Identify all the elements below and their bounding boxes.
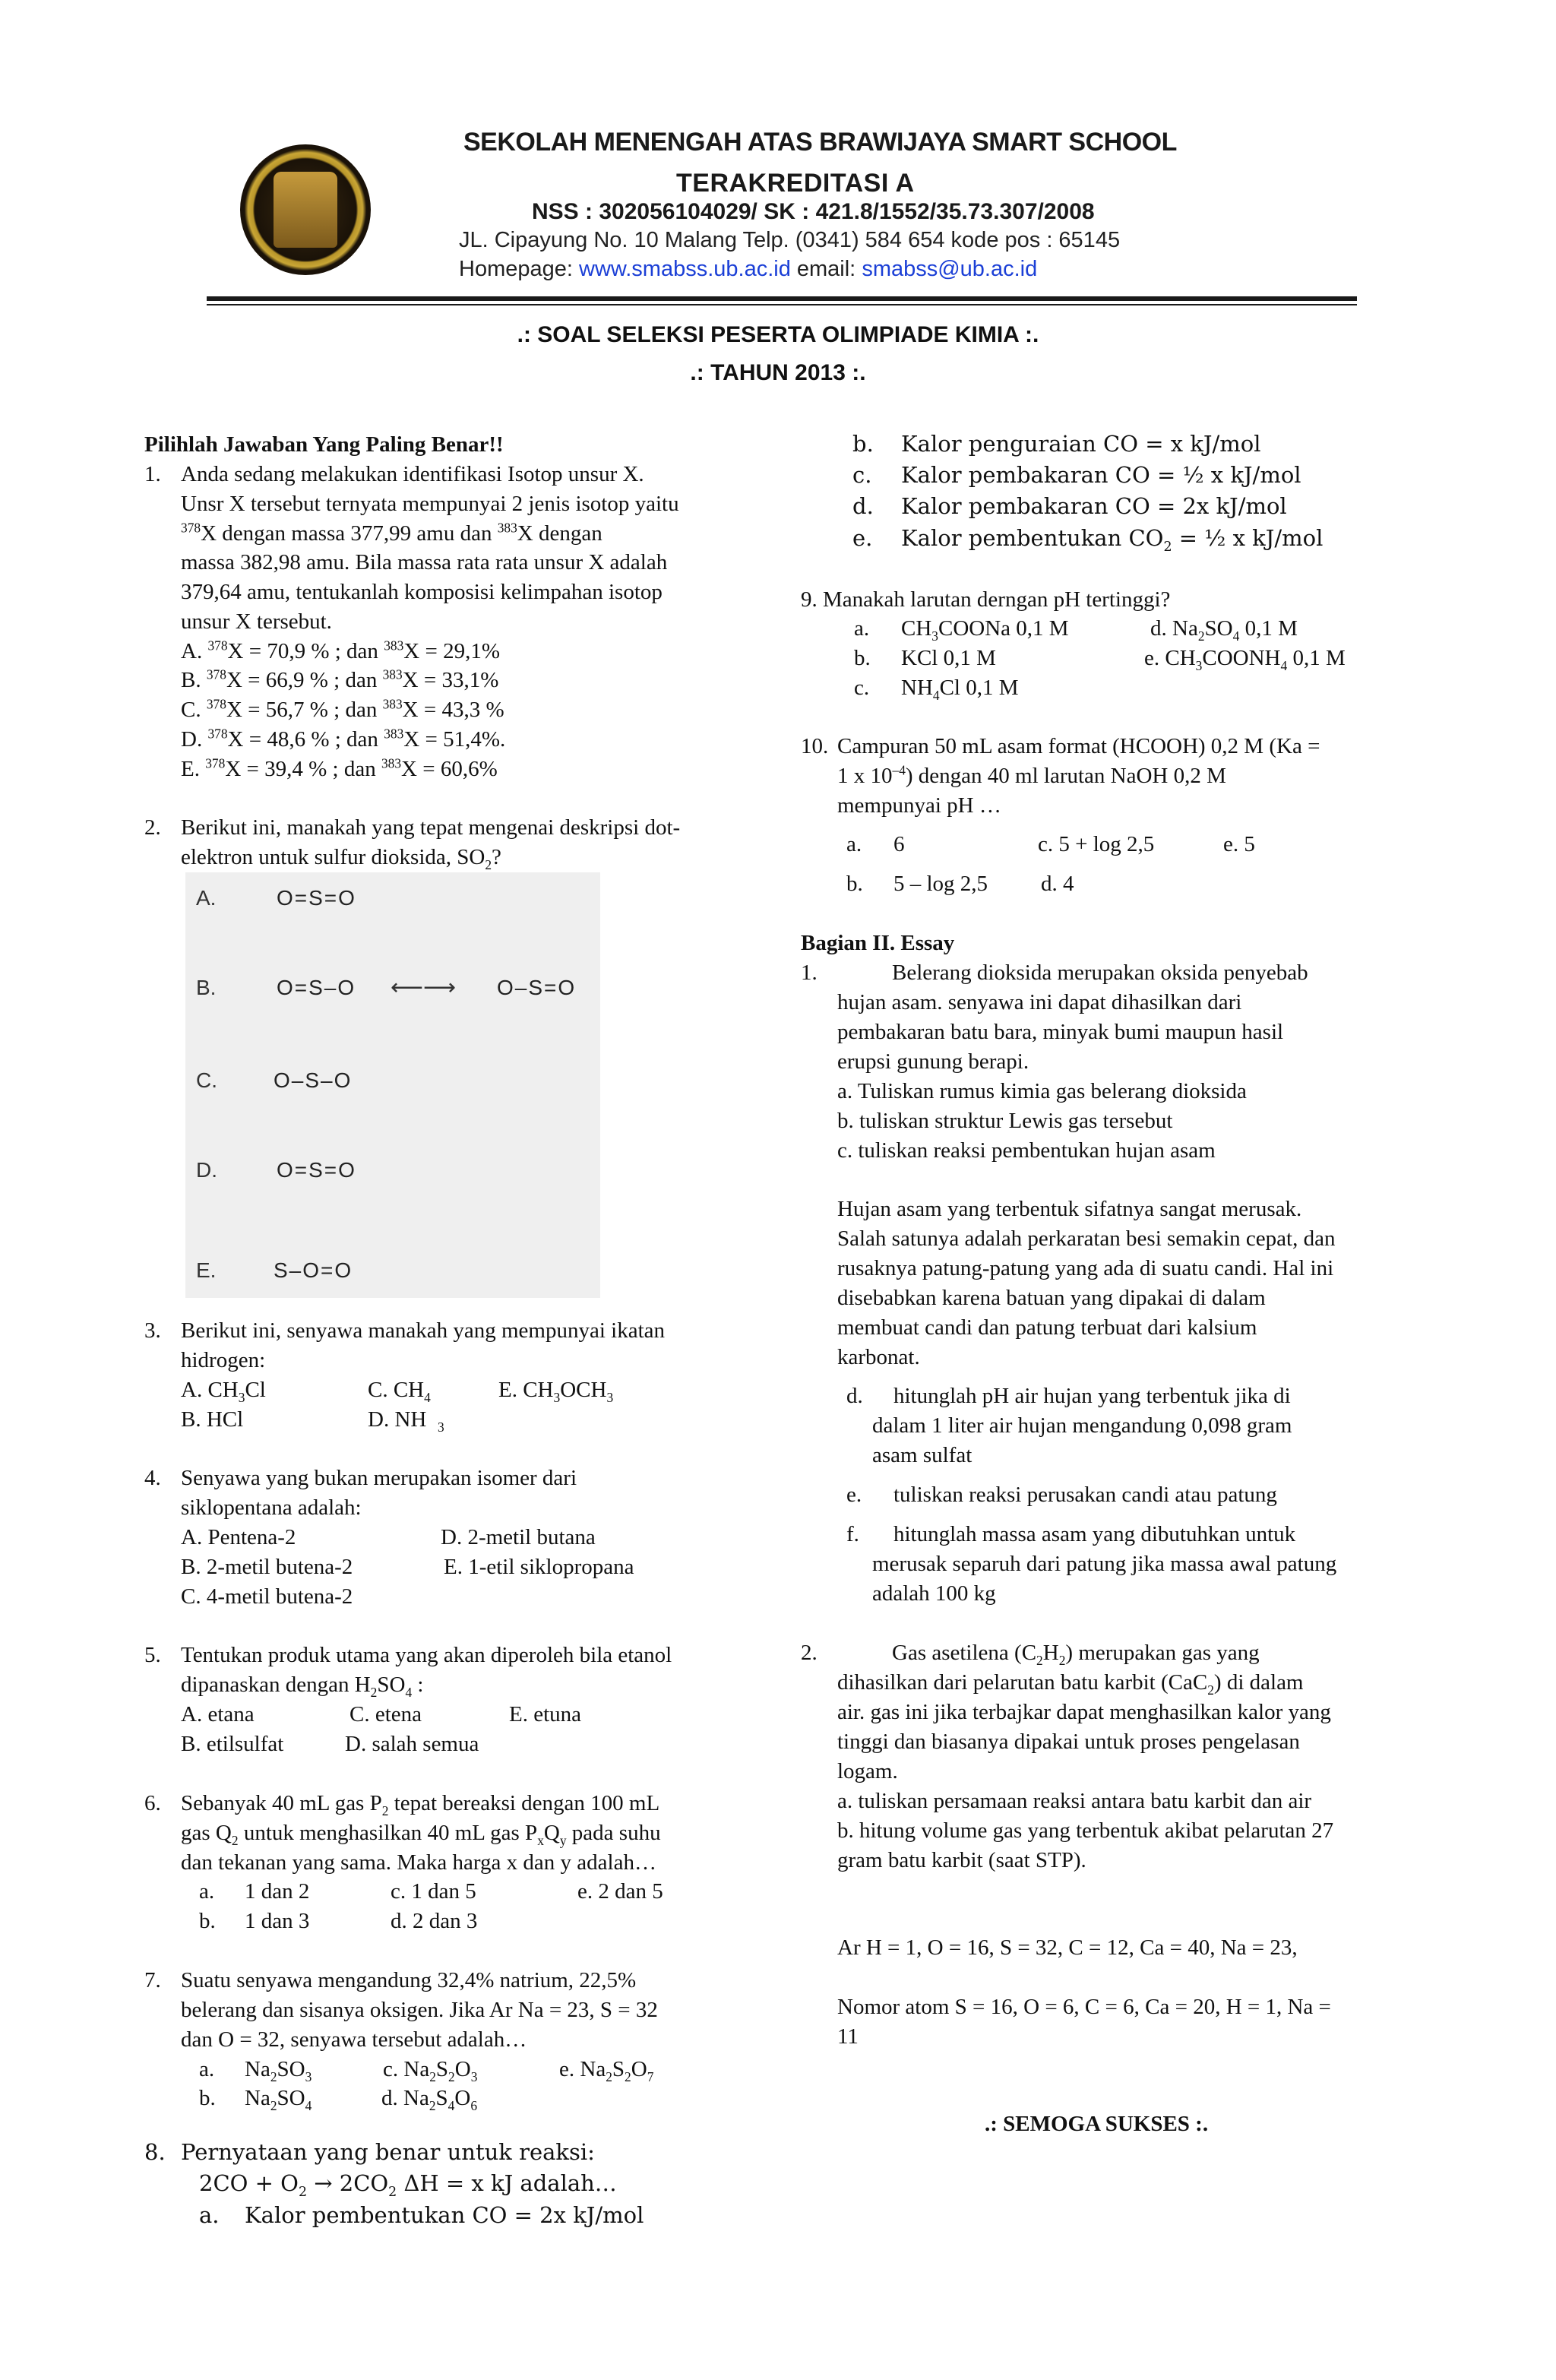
address-line: JL. Cipayung No. 10 Malang Telp. (0341) 584 654 kode pos : 65145	[459, 228, 1121, 252]
nss-line: NSS : 302056104029/ SK : 421.8/1552/35.73.307/2008	[532, 199, 1095, 224]
essay-1-line: erupsi gunung berapi.	[837, 1049, 1029, 1074]
left-text-line: dan tekanan yang sama. Maka harga x dan y adalah…	[181, 1850, 656, 1875]
q8-option-c[interactable]: Kalor pembakaran CO = ½ x kJ/mol	[901, 462, 1301, 488]
left-text-line: siklopentana adalah:	[181, 1495, 362, 1520]
q8-option-d-label: d.	[852, 493, 874, 519]
essay-1-task-f: hitunglah massa asam yang dibutuhkan untuk	[893, 1522, 1296, 1546]
q8-option-c-label: c.	[852, 462, 872, 488]
essay-1-task-d-line3: asam sulfat	[872, 1443, 972, 1467]
school-name: SEKOLAH MENENGAH ATAS BRAWIJAYA SMART SCHOOL	[463, 128, 1177, 157]
q10-number: 10.	[801, 734, 829, 758]
left-text-line: E. etuna	[509, 1702, 582, 1726]
left-text-line: d. 2 dan 3	[391, 1909, 478, 1933]
q8-stem: Pernyataan yang benar untuk reaksi:	[181, 2139, 595, 2165]
left-text-line: massa 382,98 amu. Bila massa rata rata unsur X adalah	[181, 550, 668, 574]
left-text-line: a.	[199, 2057, 215, 2081]
q10-stem-line3: mempunyai pH …	[837, 793, 1001, 818]
left-text-line: Berikut ini, manakah yang tepat mengenai deskripsi dot-	[181, 815, 681, 840]
lewis-structure-a: O=S=O	[277, 886, 356, 910]
left-text-line: 5.	[144, 1643, 161, 1667]
q7-option-a[interactable]: $Na_2SO_3$	[245, 2057, 312, 2084]
left-text-line: 379,64 amu, tentukanlah komposisi kelimpahan isotop	[181, 580, 663, 604]
essay-2-task-b: b. hitung volume gas yang terbentuk akibat pelarutan 27	[837, 1818, 1334, 1843]
left-text-line: D. 2-metil butana	[441, 1525, 596, 1549]
essay-paragraph-line: karbonat.	[837, 1345, 920, 1369]
left-text-line: b.	[199, 2086, 216, 2110]
q10-option-b-label: b.	[846, 872, 863, 896]
q5-stem-line2: dipanaskan dengan $H_2SO_4$ :	[181, 1673, 424, 1700]
homepage-link[interactable]: www.smabss.ub.ac.id	[579, 257, 791, 281]
q9-option-a-label: a.	[854, 616, 870, 641]
q8-option-a[interactable]: Kalor pembentukan CO = 2x kJ/mol	[245, 2202, 644, 2228]
q8-number: 8.	[144, 2139, 166, 2165]
left-text-line: D. NH	[368, 1407, 427, 1432]
lewis-structure-d: O=S=O	[277, 1158, 356, 1182]
essay-2-line: logam.	[837, 1759, 898, 1783]
left-text-line: B. etilsulfat	[181, 1732, 284, 1756]
q3-option-e[interactable]: E. $CH_3OCH_3$	[498, 1378, 614, 1405]
left-text-line: D. salah semua	[345, 1732, 479, 1756]
q9-stem: 9. Manakah larutan derngan pH tertinggi?	[801, 587, 1171, 612]
q8-option-a-label: a.	[199, 2202, 220, 2228]
accreditation: TERAKREDITASI A	[676, 169, 915, 198]
essay-1-line: hujan asam. senyawa ini dapat dihasilkan dari	[837, 990, 1242, 1014]
essay-2-line1: Gas asetilena $(C_2H_2)$ merupakan gas yang	[892, 1641, 1260, 1668]
q8-option-e-label: e.	[852, 525, 873, 551]
essay-paragraph-line: Hujan asam yang terbentuk sifatnya sangat merusak.	[837, 1197, 1302, 1221]
left-text-line: B. 2-metil butena-2	[181, 1555, 353, 1579]
left-text-line: 3.	[144, 1318, 161, 1343]
q10-option-e[interactable]: e. 5	[1223, 832, 1255, 856]
q10-option-c[interactable]: c. 5 + log 2,5	[1038, 832, 1155, 856]
q10-stem-line1: Campuran 50 mL asam format (HCOOH) 0,2 M (Ka =	[837, 734, 1320, 758]
q6-stem-line1: Sebanyak 40 mL gas $P_2$ tepat bereaksi dengan 100 mL	[181, 1791, 660, 1818]
left-text-line: 7.	[144, 1968, 161, 1992]
q1-option-b[interactable]: B. $^{378}$X = 66,9 % ; dan $^{383}$X = 33,1%	[181, 666, 499, 692]
left-text-line: C. etena	[349, 1702, 422, 1726]
left-text-line: Tentukan produk utama yang akan diperoleh bila etanol	[181, 1643, 672, 1667]
q9-option-c[interactable]: $NH_4Cl$ 0,1 M	[901, 676, 1019, 703]
email-link[interactable]: smabss@ub.ac.id	[862, 257, 1038, 281]
q1-isotope-line: $^{378}$X dengan massa 377,99 amu dan $^{383}$X dengan	[181, 520, 602, 546]
left-text-line: Pilihlah Jawaban Yang Paling Benar!!	[144, 432, 504, 457]
essay-1-task-f-label: f.	[846, 1522, 859, 1546]
atomic-number-info-line2: 11	[837, 2024, 859, 2049]
lewis-label-e[interactable]: E.	[196, 1258, 217, 1282]
essay-paragraph-line: membuat candi dan patung terbuat dari kalsium	[837, 1315, 1257, 1340]
left-text-line: B. HCl	[181, 1407, 244, 1432]
essay-1-task-b: b. tuliskan struktur Lewis gas tersebut	[837, 1109, 1173, 1133]
q3-option-c[interactable]: C. $CH_4$	[368, 1378, 431, 1405]
lewis-label-c[interactable]: C.	[196, 1068, 217, 1092]
essay-heading: Bagian II. Essay	[801, 931, 955, 955]
q10-stem-line2: 1 x $10^{-4}$) dengan 40 ml larutan NaOH 0,2 M	[837, 762, 1226, 788]
left-text-line: b.	[199, 1909, 216, 1933]
essay-1-task-e: tuliskan reaksi perusakan candi atau patung	[893, 1483, 1277, 1507]
q10-option-b[interactable]: 5 – log 2,5	[893, 872, 988, 896]
left-text-line: 2.	[144, 815, 161, 840]
q10-option-d[interactable]: d. 4	[1041, 872, 1074, 896]
atomic-mass-info: Ar H = 1, O = 16, S = 32, C = 12, Ca = 40, Na = 23,	[837, 1935, 1298, 1960]
resonance-arrow-icon: ⟵⟶	[391, 975, 457, 1000]
closing-message: .: SEMOGA SUKSES :.	[985, 2112, 1209, 2136]
lewis-label-a[interactable]: A.	[196, 886, 217, 910]
left-text-line: A. etana	[181, 1702, 255, 1726]
lewis-structure-c: O–S–O	[274, 1068, 353, 1092]
lewis-label-d[interactable]: D.	[196, 1158, 217, 1182]
exam-year: .: TAHUN 2013 :.	[690, 360, 866, 385]
header-rule-thin	[207, 304, 1357, 305]
essay-paragraph-line: Salah satunya adalah perkaratan besi semakin cepat, dan	[837, 1226, 1336, 1251]
left-text-line: a.	[199, 1879, 215, 1904]
q1-option-e[interactable]: E. $^{378}$X = 39,4 % ; dan $^{383}$X = 60,6%	[181, 755, 498, 781]
essay-1-line: Belerang dioksida merupakan oksida penyebab	[892, 961, 1308, 985]
q10-option-a-label: a.	[846, 832, 862, 856]
essay-1-task-a: a. Tuliskan rumus kimia gas belerang dioksida	[837, 1079, 1247, 1103]
left-text-line: Anda sedang melakukan identifikasi Isotop unsur X.	[181, 462, 644, 486]
left-text-line: Senyawa yang bukan merupakan isomer dari	[181, 1466, 577, 1490]
left-text-line: A. Pentena-2	[181, 1525, 296, 1549]
q3-option-a[interactable]: A. $CH_3Cl$	[181, 1378, 266, 1405]
left-text-line: 1 dan 3	[245, 1909, 310, 1933]
left-text-line: unsur X tersebut.	[181, 609, 332, 634]
q8-option-d[interactable]: Kalor pembakaran CO = 2x kJ/mol	[901, 493, 1287, 519]
q9-option-a[interactable]: $CH_3COONa$ 0,1 M	[901, 616, 1069, 644]
left-text-line: e. 2 dan 5	[577, 1879, 663, 1904]
lewis-structures-figure	[185, 872, 600, 1298]
essay-1-task-f-line3: adalah 100 kg	[872, 1581, 996, 1606]
q7-option-d[interactable]: d. $Na_2S_4O_6$	[381, 2086, 478, 2113]
essay-1-line: pembakaran batu bara, minyak bumi maupun hasil	[837, 1020, 1284, 1044]
q1-option-c[interactable]: C. $^{378}$X = 56,7 % ; dan $^{383}$X = 43,3 %	[181, 696, 504, 722]
essay-2-line2: dihasilkan dari pelarutan batu karbit (CaC$_2$) di dalam	[837, 1670, 1304, 1698]
left-text-line: Unsr X tersebut ternyata mempunyai 2 jenis isotop yaitu	[181, 492, 679, 516]
left-text-line: 1.	[144, 462, 161, 486]
q8-option-e[interactable]: Kalor pembentukan $CO_2$ = ½ x kJ/mol	[901, 525, 1324, 555]
q1-option-d[interactable]: D. $^{378}$X = 48,6 % ; dan $^{383}$X = 51,4%.	[181, 726, 506, 752]
left-text-line: 1 dan 2	[245, 1879, 310, 1904]
essay-2-line: air. gas ini jika terbajkar dapat menghasilkan kalor yang	[837, 1700, 1331, 1724]
contact-line: Homepage: www.smabss.ub.ac.id email: smabss@ub.ac.id	[459, 257, 1038, 281]
essay-1-task-e-label: e.	[846, 1483, 862, 1507]
essay-1-task-d-line2: dalam 1 liter air hujan mengandung 0,098 gram	[872, 1413, 1292, 1438]
exam-title: .: SOAL SELEKSI PESERTA OLIMPIADE KIMIA :.	[517, 322, 1039, 347]
q7-option-c[interactable]: c. $Na_2S_2O_3$	[383, 2057, 478, 2084]
essay-2-number: 2.	[801, 1641, 818, 1665]
q1-option-a[interactable]: A. $^{378}$X = 70,9 % ; dan $^{383}$X = 29,1%	[181, 638, 500, 663]
lewis-structure-e: S–O=O	[274, 1258, 353, 1282]
left-text-line: 4.	[144, 1466, 161, 1490]
left-text-line: hidrogen:	[181, 1348, 266, 1372]
essay-2-task-a: a. tuliskan persamaan reaksi antara batu karbit dan air	[837, 1789, 1312, 1813]
q2-stem-line2: elektron untuk sulfur dioksida, $SO_2$?	[181, 845, 501, 872]
essay-2-line: tinggi dan biasanya dipakai untuk proses pengelasan	[837, 1730, 1300, 1754]
q9-option-e[interactable]: e. $CH_3COONH_4$ 0,1 M	[1144, 646, 1346, 673]
lewis-label-b[interactable]: B.	[196, 976, 217, 999]
essay-1-task-c: c. tuliskan reaksi pembentukan hujan asam	[837, 1138, 1216, 1163]
left-text-line: Berikut ini, senyawa manakah yang mempunyai ikatan	[181, 1318, 666, 1343]
q7-option-e[interactable]: e. $Na_2S_2O_7$	[559, 2057, 654, 2084]
essay-1-task-d-label: d.	[846, 1384, 863, 1408]
q9-option-d[interactable]: d. $Na_2SO_4$ 0,1 M	[1150, 616, 1298, 644]
q8-option-b[interactable]: Kalor penguraian CO = x kJ/mol	[901, 431, 1261, 457]
left-text-line: C. 4-metil butena-2	[181, 1584, 353, 1609]
essay-paragraph-line: rusaknya patung-patung yang ada di suatu candi. Hal ini	[837, 1256, 1334, 1280]
q10-option-a[interactable]: 6	[893, 832, 905, 856]
left-text-line: Suatu senyawa mengandung 32,4% natrium, 22,5%	[181, 1968, 637, 1992]
q9-option-c-label: c.	[854, 676, 870, 700]
q3-nh3-subscript: 3	[438, 1419, 444, 1435]
header-rule	[207, 296, 1357, 301]
left-text-line: 6.	[144, 1791, 161, 1815]
q8-option-b-label: b.	[852, 431, 874, 457]
essay-2-task-b-line2: gram batu karbit (saat STP).	[837, 1848, 1086, 1872]
essay-paragraph-line: disebabkan karena batuan yang dipakai di dalam	[837, 1286, 1266, 1310]
lewis-structure-b2: O–S=O	[497, 976, 577, 999]
essay-1-task-f-line2: merusak separuh dari patung jika massa awal patung	[872, 1552, 1337, 1576]
left-text-line: dan O = 32, senyawa tersebut adalah…	[181, 2027, 527, 2052]
lewis-structure-b1: O=S–O	[277, 976, 356, 999]
q7-option-b[interactable]: $Na_2SO_4$	[245, 2086, 312, 2113]
left-text-line: belerang dan sisanya oksigen. Jika Ar Na = 23, S = 32	[181, 1998, 658, 2022]
q9-option-b-label: b.	[854, 646, 871, 670]
essay-1-task-d: hitunglah pH air hujan yang terbentuk jika di	[893, 1384, 1291, 1408]
school-logo	[240, 144, 371, 275]
left-text-line: c. 1 dan 5	[391, 1879, 476, 1904]
q9-option-b[interactable]: KCl 0,1 M	[901, 646, 996, 670]
q8-equation: $2CO + O_2 \to 2CO_2$ ΔH = x kJ adalah…	[199, 2170, 617, 2200]
essay-1-number: 1.	[801, 961, 818, 985]
left-text-line: E. 1-etil siklopropana	[444, 1555, 634, 1579]
q6-stem-line2: gas $Q_2$ untuk menghasilkan 40 mL gas $P_xQ_y$ pada suhu	[181, 1821, 661, 1848]
atomic-number-info: Nomor atom S = 16, O = 6, C = 6, Ca = 20, H = 1, Na =	[837, 1995, 1331, 2019]
